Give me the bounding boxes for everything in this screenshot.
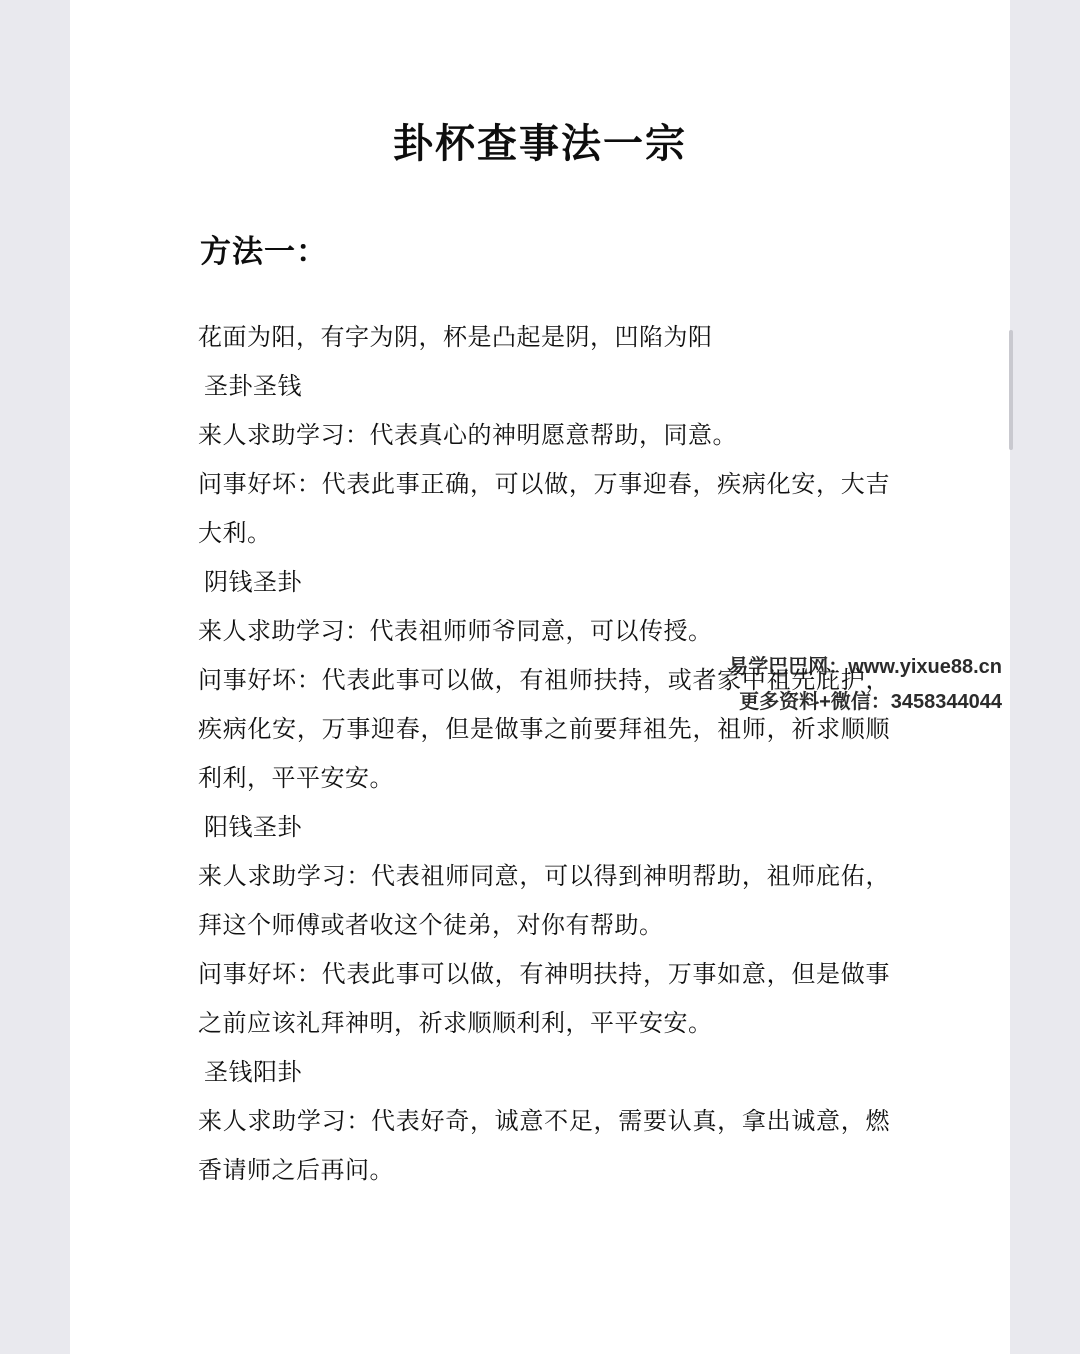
document-body (70, 271, 1010, 1195)
paragraph: 花面为阳，有字为阴，杯是凸起是阴，凹陷为阳 (198, 324, 713, 351)
paragraph: 来人求助学习：代表好奇，诚意不足，需要认真，拿出诚意，燃香请师之后再问。 (198, 1108, 890, 1184)
scrollbar-thumb[interactable] (1009, 330, 1013, 450)
paragraph: 问事好坏：代表此事正确，可以做，万事迎春，疾病化安，大吉大利。 (198, 471, 890, 547)
paragraph: 阴钱圣卦 (204, 569, 302, 596)
paragraph: 来人求助学习：代表祖师同意，可以得到神明帮助，祖师庇佑，拜这个师傅或者收这个徒弟，对你有帮助。 (198, 863, 890, 939)
page-title: 卦杯查事法一宗 (393, 122, 687, 166)
watermark-site: 易学巴巴网：www.yixue88.cn (728, 656, 1002, 678)
watermark-contact: 更多资料+微信：3458344044 (739, 691, 1002, 713)
paragraph: 来人求助学习：代表真心的神明愿意帮助，同意。 (198, 422, 737, 449)
paragraph: 问事好坏：代表此事可以做，有神明扶持，万事如意，但是做事之前应该礼拜神明，祈求顺顺利利，平平安安。 (198, 961, 890, 1037)
paragraph: 来人求助学习：代表祖师师爷同意，可以传授。 (198, 618, 713, 645)
document-page (70, 0, 1010, 1354)
paragraph: 圣钱阳卦 (204, 1059, 302, 1086)
section-heading-method-one: 方法一： (200, 234, 328, 269)
paragraph: 问事好坏：代表此事可以做，有祖师扶持，或者家中祖先庇护，疾病化安，万事迎春，但是做事之前要拜祖先，祖师，祈求顺顺利利，平平安安。 (198, 667, 890, 792)
paragraph: 圣卦圣钱 (204, 373, 302, 400)
page-content (70, 0, 1010, 1354)
paragraph: 阳钱圣卦 (204, 814, 302, 841)
